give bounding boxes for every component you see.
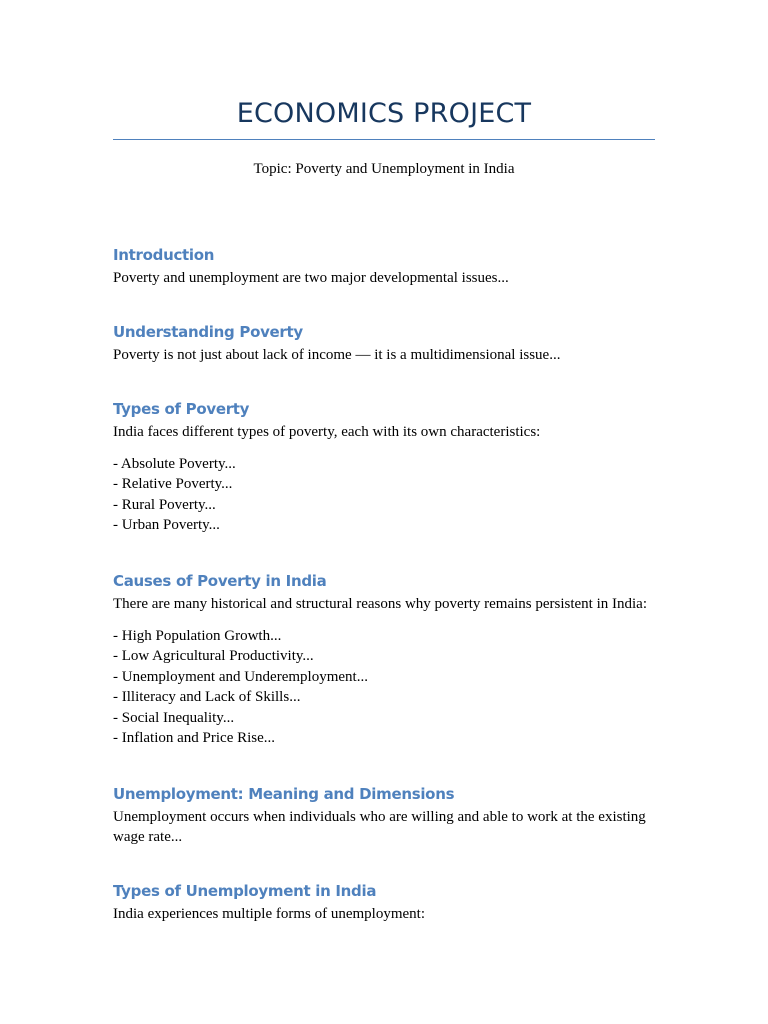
section-paragraph: Poverty and unemployment are two major developmental issues... xyxy=(113,270,509,286)
section-heading: Introduction xyxy=(113,246,215,264)
section-heading: Causes of Poverty in India xyxy=(113,572,327,590)
section-understanding-poverty xyxy=(113,321,655,365)
section-heading: Understanding Poverty xyxy=(113,323,303,341)
list-item: - Inflation and Price Rise... xyxy=(113,730,276,747)
list-item: - Low Agricultural Productivity... xyxy=(113,648,314,665)
list-item: - Social Inequality... xyxy=(113,709,235,726)
section-unemployment-meaning xyxy=(113,783,655,847)
list-item: - Rural Poverty... xyxy=(113,496,216,513)
list-item: - Unemployment and Underemployment... xyxy=(113,668,368,685)
list-item: - High Population Growth... xyxy=(113,628,282,644)
section-introduction xyxy=(113,244,655,288)
list-item: - Illiteracy and Lack of Skills... xyxy=(113,689,301,706)
section-paragraph: Poverty is not just about lack of income — it is a multidimensional issue... xyxy=(113,347,561,363)
section-types-of-unemployment xyxy=(113,880,655,924)
document-title: ECONOMICS PROJECT xyxy=(236,98,532,129)
document-subtitle: Topic: Poverty and Unemployment in India xyxy=(253,161,515,177)
title-divider xyxy=(113,139,655,140)
section-paragraph: There are many historical and structural reasons why poverty remains persistent in India: xyxy=(113,596,647,612)
section-heading: Types of Unemployment in India xyxy=(113,882,377,900)
section-paragraph: Unemployment occurs when individuals who are willing and able to work at the existing wage rate... xyxy=(113,809,646,845)
section-types-of-poverty xyxy=(113,398,655,536)
section-heading: Unemployment: Meaning and Dimensions xyxy=(113,785,455,803)
bullet-list xyxy=(113,626,655,748)
section-heading: Types of Poverty xyxy=(113,400,250,418)
list-item: - Absolute Poverty... xyxy=(113,456,236,472)
section-paragraph: India experiences multiple forms of unemployment: xyxy=(113,906,425,922)
section-paragraph: India faces different types of poverty, each with its own characteristics: xyxy=(113,424,541,440)
list-item: - Urban Poverty... xyxy=(113,517,220,534)
section-causes-of-poverty xyxy=(113,570,655,748)
list-item: - Relative Poverty... xyxy=(113,476,233,493)
bullet-list xyxy=(113,454,655,536)
